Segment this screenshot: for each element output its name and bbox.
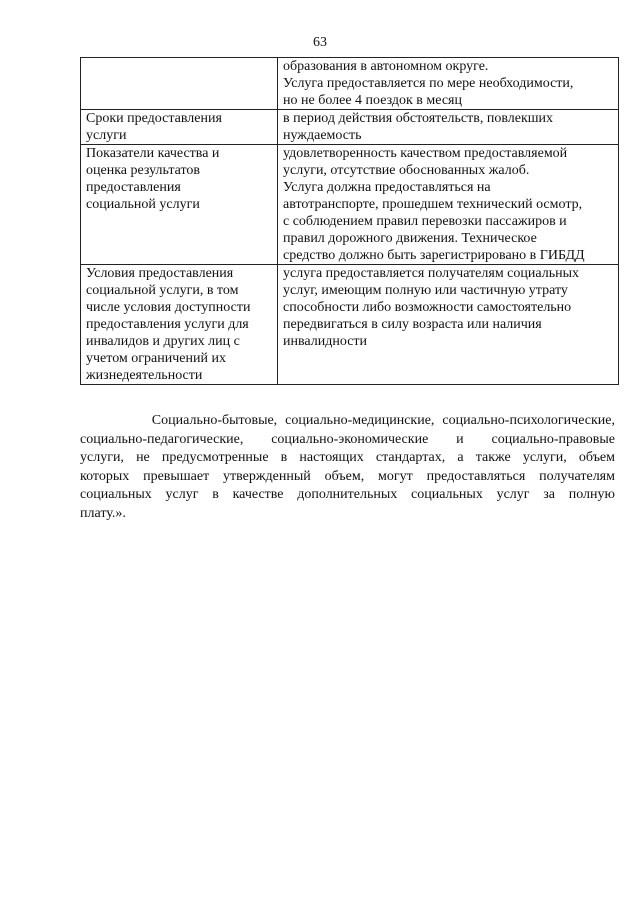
cell-line: социальной услуги: [86, 197, 200, 212]
cell-line: услуг, имеющим полную или частичную утрату: [283, 283, 568, 298]
page-number: 63: [313, 35, 327, 50]
table-cell-value: [278, 145, 619, 265]
paragraph-line: Социально-бытовые, социально-медицинские, социально-психологические,: [80, 413, 615, 428]
closing-paragraph: [80, 412, 615, 523]
table-row: [81, 58, 619, 110]
cell-line: числе условия доступности: [86, 300, 251, 315]
table-row: [81, 145, 619, 265]
cell-line: инвалидности: [283, 334, 368, 349]
cell-line: удовлетворенность качеством предоставляемой: [283, 146, 568, 161]
cell-line: услуги, отсутствие обоснованных жалоб.: [283, 163, 530, 178]
table-cell-label: [81, 265, 278, 385]
cell-line: Услуга предоставляется по мере необходимости,: [283, 76, 574, 91]
cell-line: услуги: [86, 128, 127, 143]
cell-line: Услуга должна предоставляться на: [283, 180, 491, 195]
cell-line: оценка результатов: [86, 163, 201, 178]
paragraph-line: услуги, не предусмотренные в настоящих стандартах, а также услуги, объем: [80, 450, 615, 465]
paragraph-line: социальных услуг в качестве дополнительных социальных услуг за полную: [80, 487, 615, 502]
cell-line: автотранспорте, прошедшем технический осмотр,: [283, 197, 583, 212]
table-cell-label: [81, 145, 278, 265]
cell-line: с соблюдением правил перевозки пассажиров и: [283, 214, 567, 229]
cell-line: Сроки предоставления: [86, 111, 222, 126]
cell-line: средство должно быть зарегистрировано в ГИБДД: [283, 248, 585, 263]
cell-line: нуждаемость: [283, 128, 362, 143]
cell-line: учетом ограничений их: [86, 351, 226, 366]
table-cell-label: [81, 110, 278, 145]
cell-line: жизнедеятельности: [86, 368, 203, 383]
service-standard-table: [80, 57, 619, 385]
cell-line: Условия предоставления: [86, 266, 234, 281]
paragraph-line: социально-педагогические, социально-экономические и социально-правовые: [80, 431, 615, 447]
cell-line: в период действия обстоятельств, повлекших: [283, 111, 554, 126]
cell-line: инвалидов и других лиц с: [86, 334, 240, 349]
table-cell-value: [278, 58, 619, 110]
table-cell-value: [278, 110, 619, 145]
cell-line: правил дорожного движения. Техническое: [283, 231, 537, 246]
table-cell-value: [278, 265, 619, 385]
paragraph-line: плату.».: [80, 505, 126, 521]
cell-line: образования в автономном округе.: [283, 59, 489, 74]
cell-line: передвигаться в силу возраста или наличия: [283, 317, 542, 332]
paragraph-line: которых превышает утвержденный объем, могут предоставляться получателям: [80, 468, 615, 484]
table-row: [81, 265, 619, 385]
cell-line: предоставления услуги для: [86, 317, 249, 332]
table-row: [81, 110, 619, 145]
cell-line: способности либо возможности самостоятельно: [283, 300, 572, 315]
table-cell-label: [81, 58, 278, 110]
cell-line: социальной услуги, в том: [86, 283, 239, 298]
cell-line: Показатели качества и: [86, 146, 220, 161]
cell-line: услуга предоставляется получателям социальных: [283, 266, 579, 281]
cell-line: но не более 4 поездок в месяц: [283, 93, 462, 108]
cell-line: предоставления: [86, 180, 181, 195]
